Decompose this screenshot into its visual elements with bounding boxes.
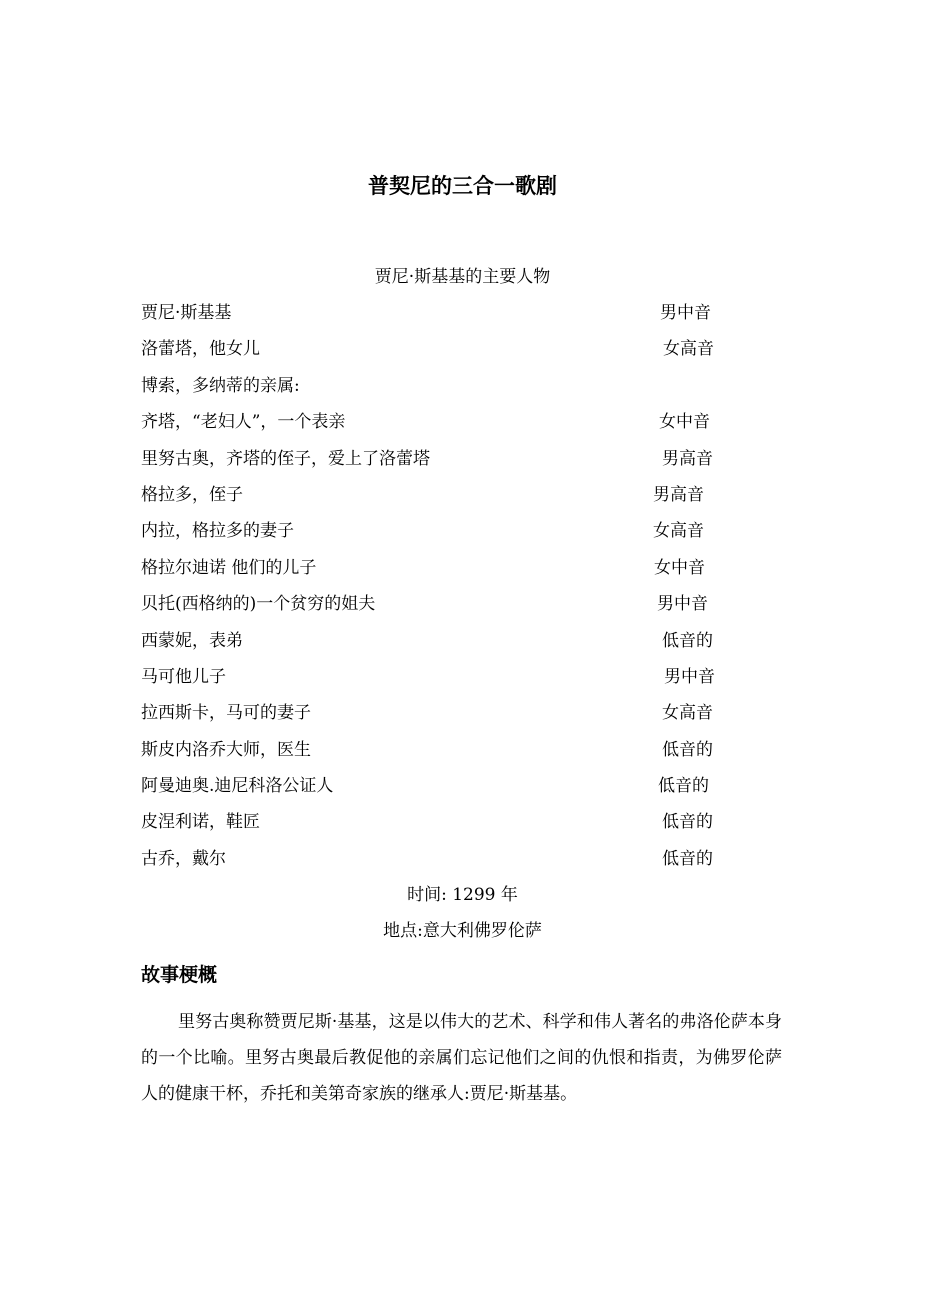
synopsis-paragraph: 里努古奥称赞贾尼斯·基基，这是以伟大的艺术、科学和伟人著名的弗洛伦萨本身的一个比喻。里努古奥最后教促他的亲属们忘记他们之间的仇恨和指责，为佛罗伦萨人的健康干杯，乔托和美第奇家族的继承人:贾尼·斯基基。 xyxy=(141,1012,782,1104)
cast-role: 斯皮内洛乔大师，医生 xyxy=(141,739,311,760)
cast-role: 洛蕾塔，他女儿 xyxy=(141,339,260,360)
cast-voice: 女中音 xyxy=(659,412,710,433)
cast-voice: 女高音 xyxy=(662,703,713,724)
cast-row xyxy=(141,410,781,446)
cast-row xyxy=(141,774,781,810)
cast-role: 皮涅利诺，鞋匠 xyxy=(141,812,260,833)
cast-role: 齐塔，“老妇人”，一个表亲 xyxy=(141,412,346,433)
cast-row xyxy=(141,337,781,373)
cast-row xyxy=(141,738,781,774)
cast-voice: 男高音 xyxy=(662,448,713,469)
cast-voice: 低音的 xyxy=(662,812,713,833)
synopsis-heading: 故事梗概 xyxy=(141,964,218,986)
cast-row xyxy=(141,847,781,883)
cast-list-heading: 贾尼·斯基基的主要人物 xyxy=(374,267,551,287)
cast-role: 马可他儿子 xyxy=(141,666,226,687)
cast-role: 里努古奥，齐塔的侄子，爱上了洛蕾塔 xyxy=(141,448,430,469)
cast-voice: 女高音 xyxy=(663,339,714,360)
cast-voice: 女高音 xyxy=(653,521,704,542)
time-line: 时间: 1299 年 xyxy=(407,885,518,905)
document-title: 普契尼的三合一歌剧 xyxy=(368,174,557,198)
cast-row xyxy=(141,483,781,519)
place-line: 地点:意大利佛罗伦萨 xyxy=(383,921,542,941)
cast-role: 博索，多纳蒂的亲属: xyxy=(141,375,300,396)
cast-voice: 低音的 xyxy=(658,776,709,797)
cast-role: 古乔，戴尔 xyxy=(141,848,226,869)
cast-role: 拉西斯卡，马可的妻子 xyxy=(141,703,311,724)
cast-role: 贝托(西格纳的)一个贫穷的姐夫 xyxy=(141,594,376,615)
cast-voice: 低音的 xyxy=(662,630,713,651)
cast-row xyxy=(141,665,781,701)
cast-row xyxy=(141,447,781,483)
cast-row xyxy=(141,701,781,737)
cast-voice: 男中音 xyxy=(657,594,708,615)
cast-row xyxy=(141,556,781,592)
cast-row xyxy=(141,301,781,337)
cast-row xyxy=(141,374,781,410)
cast-role: 西蒙妮，表弟 xyxy=(141,630,243,651)
cast-role: 贾尼·斯基基 xyxy=(141,303,232,323)
cast-voice: 男中音 xyxy=(664,666,715,687)
cast-row xyxy=(141,592,781,628)
cast-voice: 低音的 xyxy=(662,739,713,760)
cast-list xyxy=(141,301,781,883)
cast-role: 阿曼迪奥.迪尼科洛公证人 xyxy=(141,776,334,797)
cast-role: 格拉多，侄子 xyxy=(141,484,243,505)
cast-voice: 男中音 xyxy=(660,303,711,323)
cast-role: 内拉，格拉多的妻子 xyxy=(141,521,294,542)
cast-row xyxy=(141,629,781,665)
cast-role: 格拉尔迪诺 他们的儿子 xyxy=(141,557,317,578)
cast-voice: 男高音 xyxy=(653,484,704,505)
cast-voice: 低音的 xyxy=(662,848,713,869)
cast-voice: 女中音 xyxy=(654,557,705,578)
cast-row xyxy=(141,810,781,846)
cast-row xyxy=(141,519,781,555)
